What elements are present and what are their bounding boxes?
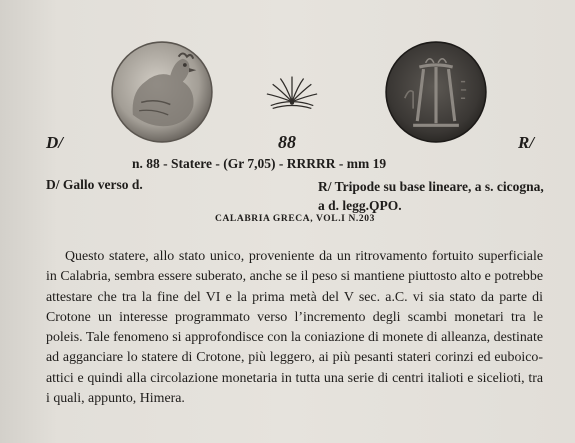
palmette-ornament (263, 72, 321, 112)
obverse-marker: D/ (46, 133, 63, 152)
catalog-number: 88 (278, 132, 296, 152)
commentary-paragraph: Questo statere, allo stato unico, proveniente da un ritrovamento fortuito superficiale in Calabria, sembra essere suberato, anche se il peso si mantiene piuttosto alto e potrebbe attestare che tra la fine del VI e la prima metà del V sec. a.C. vi sia stato da parte di Crotone un interesse programmato verso l’incremento degli scambi monetari tra le poleis. Tale fenomeno si approfondisce con la coniazione di monete di alleanza, destinate ad agganciare lo statere di Crotone, più leggero, ai più pesanti stateri corinzi ed euboico-attici e quindi alla circolazione monetaria in tutta una serie di centri italioti e sicelioti, tra i quali, appunto, Himera. (46, 249, 543, 407)
reverse-marker: R/ (518, 133, 535, 152)
coin-specifications: n. 88 - Statere - (Gr 7,05) - RRRRR - mm 19 (132, 156, 387, 171)
obverse-coin-image (110, 40, 214, 144)
reverse-description: R/ Tripode su base lineare, a s. cicogna, a d. legg.ϘΡΟ. (318, 179, 544, 213)
obverse-description: D/ Gallo verso d. (46, 177, 143, 192)
reverse-coin-image (384, 40, 488, 144)
bibliographic-reference: CALABRIA GRECA, VOL.I N.203 (215, 214, 375, 224)
